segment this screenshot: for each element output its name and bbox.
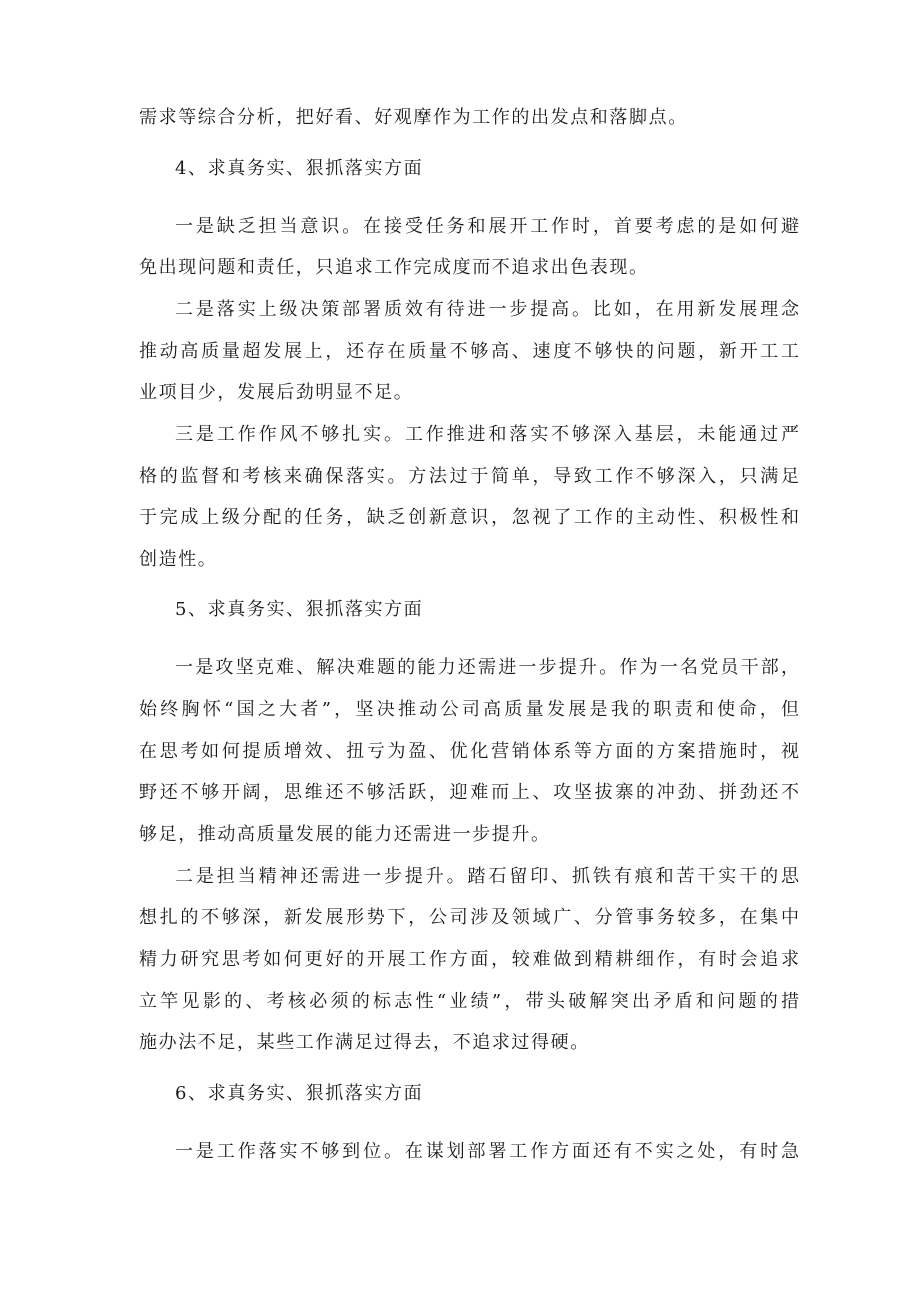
body-line-16: 野还不够开阔，思维还不够活跃，迎难而上、攻坚拔寨的冲劲、拼劲还不 [139,782,799,803]
body-line-21: 立竿见影的、考核必须的标志性“业绩”，带头破解突出矛盾和问题的措 [139,991,799,1012]
section-heading-4: 4、求真务实、狠抓落实方面 [175,158,424,179]
body-line-13: 一是攻坚克难、解决难题的能力还需进一步提升。作为一名党员干部， [175,657,799,678]
body-line-5: 二是落实上级决策部署质效有待进一步提高。比如，在用新发展理念 [175,299,799,320]
body-line-14: 始终胸怀“国之大者”，坚决推动公司高质量发展是我的职责和使命，但 [139,699,799,720]
body-line-9: 格的监督和考核来确保落实。方法过于简单，导致工作不够深入，只满足 [139,466,799,487]
body-line-1: 需求等综合分析，把好看、好观摩作为工作的出发点和落脚点。 [139,107,688,128]
body-line-22: 施办法不足，某些工作满足过得去，不追求过得硬。 [139,1032,590,1053]
body-line-11: 创造性。 [139,549,218,570]
body-line-8: 三是工作作风不够扎实。工作推进和落实不够深入基层，未能通过严 [175,424,799,445]
body-line-6: 推动高质量超发展上，还存在质量不够高、速度不够快的问题，新开工工 [139,341,799,362]
body-line-4: 免出现问题和责任，只追求工作完成度而不追求出色表现。 [139,257,649,278]
body-line-15: 在思考如何提质增效、扭亏为盈、优化营销体系等方面的方案措施时，视 [139,741,799,762]
body-line-17: 够足，推动高质量发展的能力还需进一步提升。 [139,824,551,845]
body-line-24: 一是工作落实不够到位。在谋划部署工作方面还有不实之处，有时急 [175,1141,799,1162]
body-line-20: 精力研究思考如何更好的开展工作方面，较难做到精耕细作，有时会追求 [139,949,799,970]
section-heading-5: 5、求真务实、狠抓落实方面 [175,599,424,620]
body-line-19: 想扎的不够深，新发展形势下，公司涉及领域广、分管事务较多，在集中 [139,907,799,928]
body-line-3: 一是缺乏担当意识。在接受任务和展开工作时，首要考虑的是如何避 [175,216,799,237]
section-heading-6: 6、求真务实、狠抓落实方面 [175,1083,424,1104]
body-line-7: 业项目少，发展后劲明显不足。 [139,382,414,403]
body-line-18: 二是担当精神还需进一步提升。踏石留印、抓铁有痕和苦干实干的思 [175,866,799,887]
body-line-10: 于完成上级分配的任务，缺乏创新意识，忽视了工作的主动性、积极性和 [139,507,799,528]
